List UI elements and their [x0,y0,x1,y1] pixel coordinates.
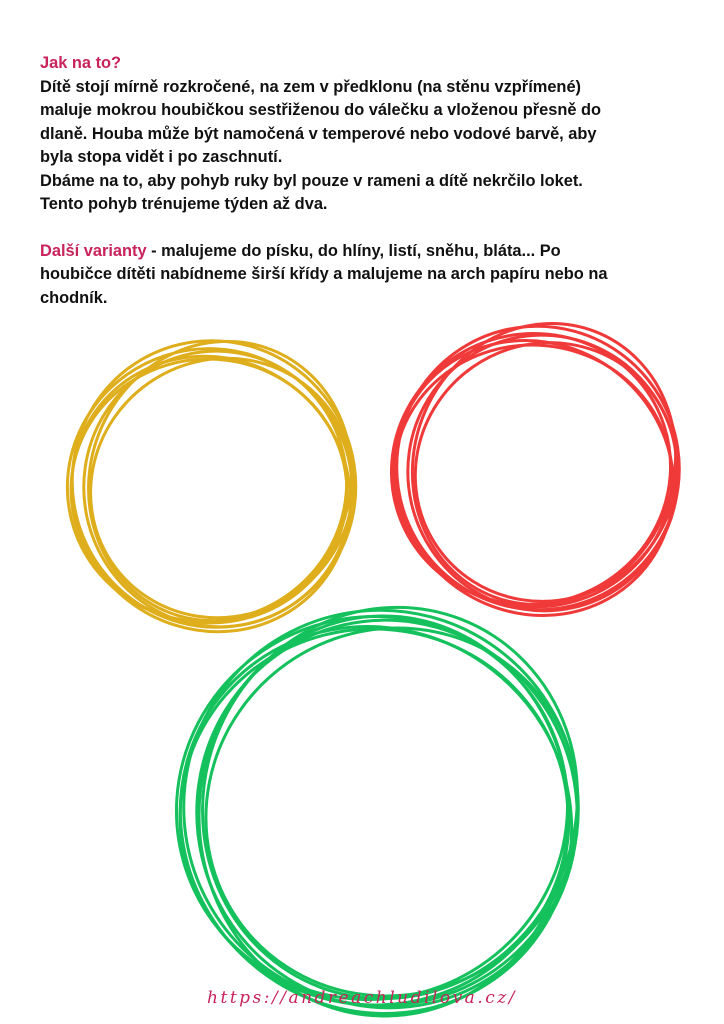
yellow-circle-scribble-ring [56,324,379,653]
variants-line: houbičce dítěti nabídneme širší křídy a malujeme na arch papíru nebo na [40,265,608,283]
paragraph-line: Dítě stojí mírně rozkročené, na zem v předklonu (na stěnu vzpřímené) [40,77,582,96]
green-circle-scribble-ring [111,538,650,1024]
green-circle-scribble-ring [158,582,616,1024]
website-link[interactable]: https://andreachludilova.cz/ [207,988,517,1008]
variants-text: - malujeme do písku, do hlíny, listí, sněhu, bláta... Po [146,241,561,260]
paragraph-line: maluje mokrou houbičkou sestřiženou do válečku a vloženou přesně do [40,101,602,119]
red-circle-scribble-ring [380,308,705,638]
paragraph-line: Dbáme na to, aby pohyb ruky byl pouze v rameni a dítě nekrčilo loket. [40,171,583,190]
paragraph-line: dlaně. Houba může být namočená v temperové nebo vodové barvě, aby [40,124,597,143]
section-heading: Jak na to? [40,54,122,72]
variants-line: chodník. [40,288,108,307]
variants-label: Další varianty [40,241,147,260]
green-circle-scribble [102,538,650,1024]
paragraph-line: byla stopa vidět i po zaschnutí. [40,148,283,166]
red-circle-scribble-ring [372,285,717,643]
paragraph-line: Tento pohyb trénujeme týden až dva. [40,195,328,213]
